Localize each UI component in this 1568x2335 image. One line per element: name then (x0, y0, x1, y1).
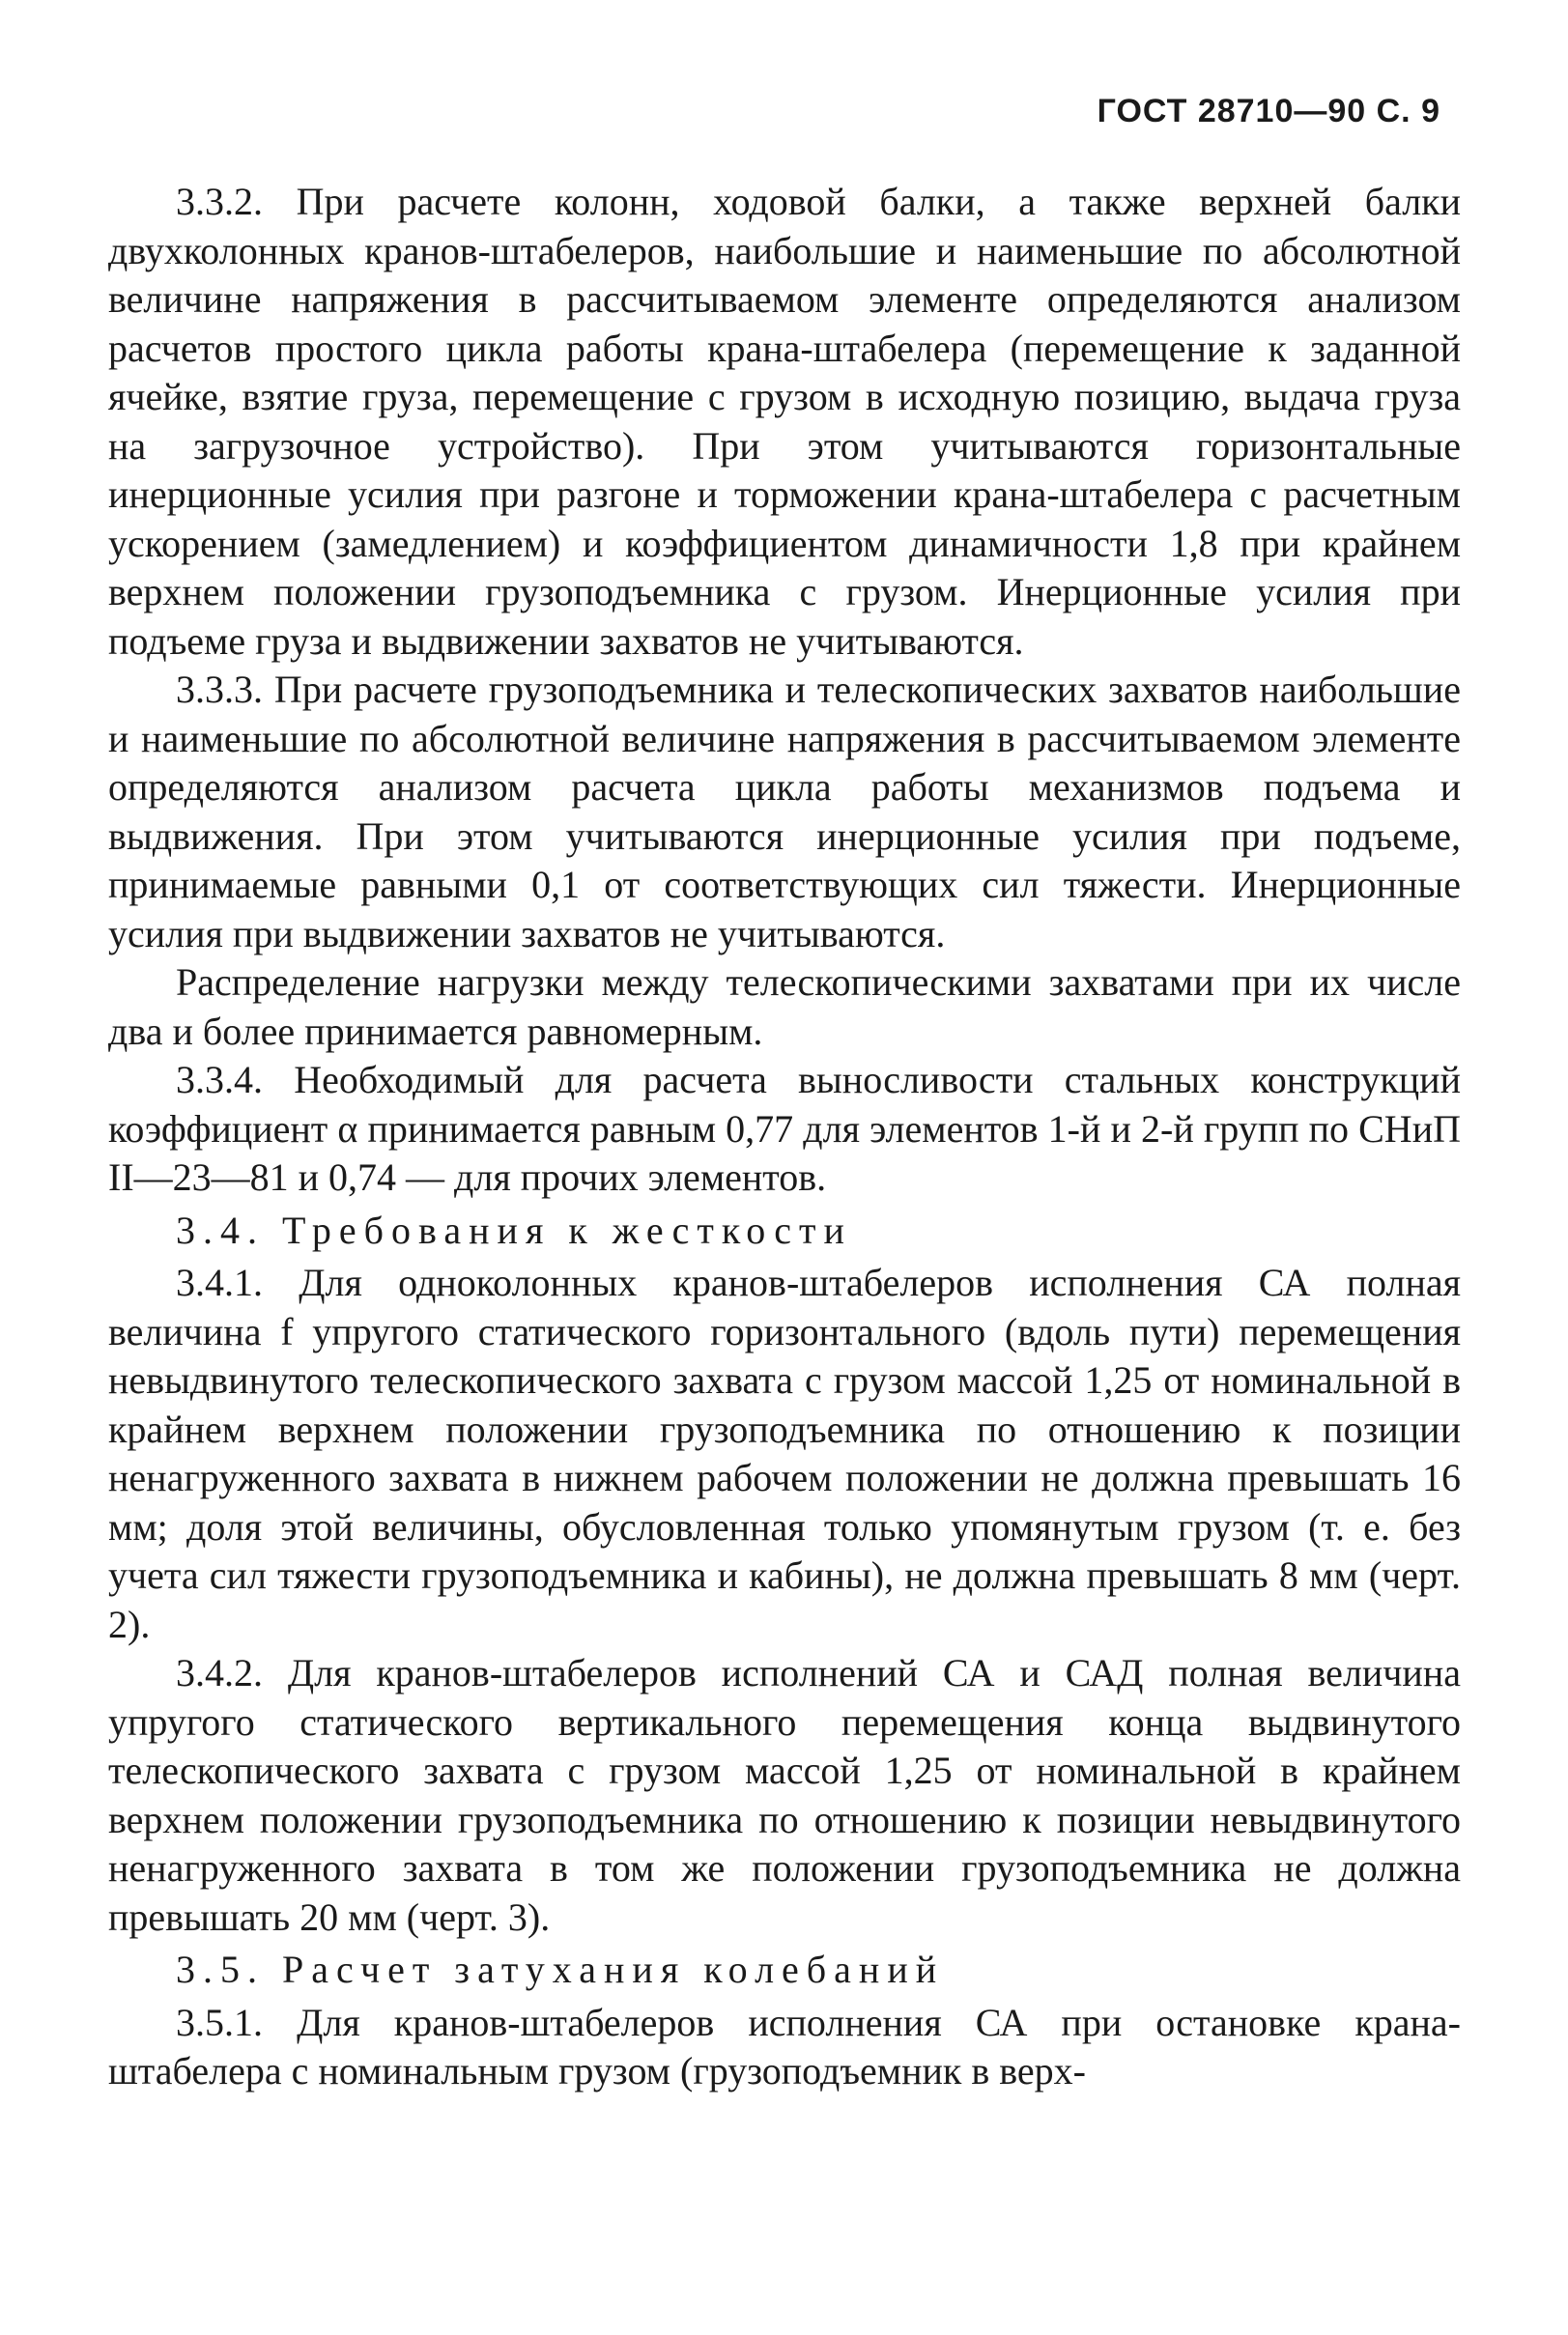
paragraph-3-5-1: 3.5.1. Для кранов-штабелеров исполнения СА при остановке крана-штабелера с номинальным грузом (грузоподъемник в верх- (108, 2000, 1461, 2093)
section-title-3-4: 3.4. Требования к жесткости (176, 1208, 852, 1252)
paragraph-3-4-1: 3.4.1. Для одноколонных кранов-штабелеров исполнения СА полная величина f упругого статического горизонтального (вдоль пути) перемещения невыдвинутого телескопического захвата с грузом массой 1,25 от номинальной в крайнем верхнем положении грузоподъемника по отношению к позиции ненагруженного захвата в нижнем рабочем положении не должна превышать 16 мм; доля этой величины, обусловленная только упомянутым грузом (т. е. без учета сил тяжести грузоподъемника и кабины), не должна превышать 8 мм (черт. 2). (108, 1261, 1461, 1646)
section-title-3-5: 3.5. Расчет затухания колебаний (176, 1948, 945, 1991)
page-header: ГОСТ 28710—90 С. 9 (1097, 93, 1440, 129)
paragraph-load-distribution: Распределение нагрузки между телескопическими захватами при их числе два и более принимается равномерным. (108, 960, 1461, 1053)
paragraph-3-4-2: 3.4.2. Для кранов-штабелеров исполнений СА и САД полная величина упругого статического вертикального перемещения конца выдвинутого телескопического захвата с грузом массой 1,25 от номинальной в крайнем верхнем положении грузоподъемника по отношению к позиции невыдвинутого ненагруженного захвата в том же положении грузоподъемника не должна превышать 20 мм (черт. 3). (108, 1651, 1461, 1939)
paragraph-3-3-3: 3.3.3. При расчете грузоподъемника и телескопических захватов наибольшие и наименьшие по абсолютной величине напряжения в рассчитываемом элементе определяются анализом расчета цикла работы механизмов подъема и выдвижения. При этом учитываются инерционные усилия при подъеме, принимаемые равными 0,1 от соответствующих сил тяжести. Инерционные усилия при выдвижении захватов не учитываются. (108, 668, 1461, 955)
paragraph-3-3-4: 3.3.4. Необходимый для расчета выносливости стальных конструкций коэффициент α принимается равным 0,77 для элементов 1-й и 2-й групп по СНиП II—23—81 и 0,74 — для прочих элементов. (108, 1058, 1461, 1199)
paragraph-3-3-2: 3.3.2. При расчете колонн, ходовой балки, а также верхней балки двухколонных кранов-штабелеров, наибольшие и наименьшие по абсолютной величине напряжения в рассчитываемом элементе определяются анализом расчетов простого цикла работы крана-штабелера (перемещение к заданной ячейке, взятие груза, перемещение с грузом в исходную позицию, выдача груза на загрузочное устройство). При этом учитываются горизонтальные инерционные усилия при разгоне и торможении крана-штабелера с расчетным ускорением (замедлением) и коэффициентом динамичности 1,8 при крайнем верхнем положении грузоподъемника с грузом. Инерционные усилия при подъеме груза и выдвижении захватов не учитываются. (108, 180, 1461, 663)
document-body (108, 178, 1461, 2096)
